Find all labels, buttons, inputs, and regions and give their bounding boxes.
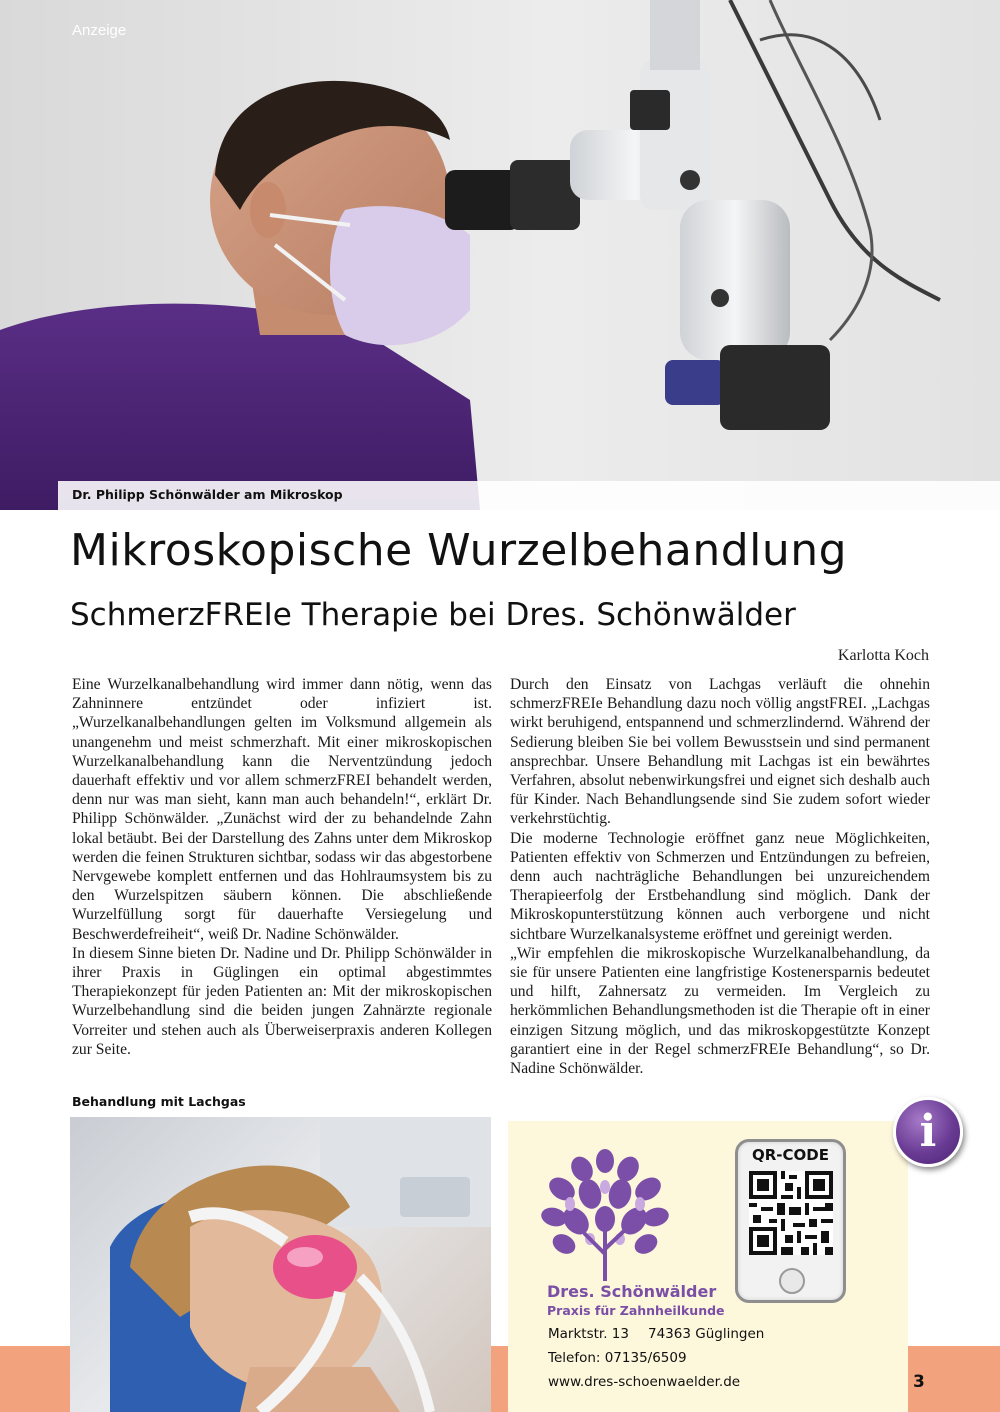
practice-city: 74363 Güglingen [648, 1326, 765, 1342]
lachgas-photo [70, 1117, 491, 1412]
page-number: 3 [913, 1372, 925, 1392]
article-column-right [510, 675, 930, 1078]
practice-street: Marktstr. 13 [548, 1326, 629, 1342]
article-subtitle: SchmerzFREIe Therapie bei Dres. Schönwälder [70, 597, 796, 633]
paragraph: Durch den Einsatz von Lachgas verläuft die ohnehin schmerzFREIe Behandlung dazu noch völlig angstFREI. „Lachgas wirkt beruhigend, entspannend und schmerzlindernd. Während der Sedierung bleiben Sie bei vollem Bewusstsein und sind permanent ansprechbar. Unsere Behandlung mit Lachgas ist ein bewährtes Verfahren, absolut nebenwirkungsfrei und eignet sich deshalb auch für Kinder. Nach Behandlungsende sind Sie zudem sofort wieder verkehrstüchtig. [510, 676, 930, 828]
qr-code-icon[interactable] [749, 1171, 833, 1255]
practice-name: Dres. Schönwälder [547, 1282, 717, 1301]
practice-website-link[interactable]: www.dres-schoenwaelder.de [548, 1374, 741, 1390]
paragraph: Eine Wurzelkanalbehandlung wird immer dann nötig, wenn das Zahninnere entzündet oder infiziert ist. „Wurzelkanalbehandlungen gelten im Volksmund allgemein als unangenehm und meist schmerzhaft. Mit einer mikroskopischen Wurzelkanalbehandlung kann die Nerventzündung jedoch dauerhaft effektiv und vor allem schmerzFREI behandelt werden, denn nur was man sieht, kann man auch behandeln!“, erklärt Dr. Philipp Schönwälder. „Zunächst wird der zu behandelnde Zahn lokal betäubt. Bei der Darstellung des Zahns unter dem Mikroskop werden die feinen Strukturen sichtbar, sodass wir das abgestorbene Nervgewebe komplett entfernen und das Hohlraumsystem bis zu den Wurzelspitzen säubern können. Die abschließende Wurzelfüllung sorgt für dauerhafte Versiegelung und Beschwerdefreiheit“, weiß Dr. Nadine Schönwälder. [72, 676, 492, 943]
info-icon: i [893, 1097, 963, 1167]
practice-info-box [508, 1121, 908, 1412]
hero-caption-bar [58, 481, 1000, 510]
hero-photo [0, 0, 1000, 510]
practice-phone[interactable]: Telefon: 07135/6509 [548, 1350, 687, 1366]
section-label-lachgas: Behandlung mit Lachgas [72, 1094, 246, 1109]
article-title: Mikroskopische Wurzelbehandlung [70, 525, 848, 576]
tree-logo-icon [540, 1149, 670, 1281]
hero-caption: Dr. Philipp Schönwälder am Mikroskop [72, 487, 343, 502]
practice-subtitle: Praxis für Zahnheilkunde [547, 1303, 725, 1318]
microscope-doctor-image [0, 0, 1000, 510]
article-author: Karlotta Koch [837, 647, 929, 664]
qr-code-label: QR-CODE [752, 1146, 829, 1164]
qr-phone-frame [735, 1139, 846, 1303]
article-column-left [72, 675, 492, 1059]
patient-nitrous-mask-image [70, 1117, 491, 1412]
paragraph: In diesem Sinne bieten Dr. Nadine und Dr. Philipp Schönwälder in ihrer Praxis in Güglingen ein optimal abgestimmtes Therapiekonzept für jeden Patienten an: Mit der mikroskopischen Wurzelbehandlung sind die beiden jungen Zahnärzte regionale Vorreiter und stehen auch als Überweiserpraxis anderen Kollegen zur Seite. [72, 944, 492, 1058]
phone-home-button-icon [779, 1268, 805, 1294]
paragraph: Die moderne Technologie eröffnet ganz neue Möglichkeiten, Patienten effektiv von Schmerzen und Entzündungen zu befreien, denn auch nachträgliche Behandlungen bei unzureichendem Therapieerfolg der Erstbehandlung sind möglich. Dank der Mikroskopunterstützung können auch verborgene und nicht sichtbare Wurzelkanalsysteme eröffnet und gereinigt werden. [510, 829, 930, 943]
paragraph: „Wir empfehlen die mikroskopische Wurzelkanalbehandlung, da sie für unsere Patienten eine langfristige Kostenersparnis bedeutet und hilft, Zahnersatz zu vermeiden. Im Vergleich zu herkömmlichen Behandlungsmethoden ist die Therapie oft in einer einzigen Sitzung möglich, und das mikroskopgestützte Konzept garantiert eine in der Regel schmerzFREIe Behandlung“, so Dr. Nadine Schönwälder. [510, 944, 930, 1078]
ad-label: Anzeige [72, 22, 127, 39]
